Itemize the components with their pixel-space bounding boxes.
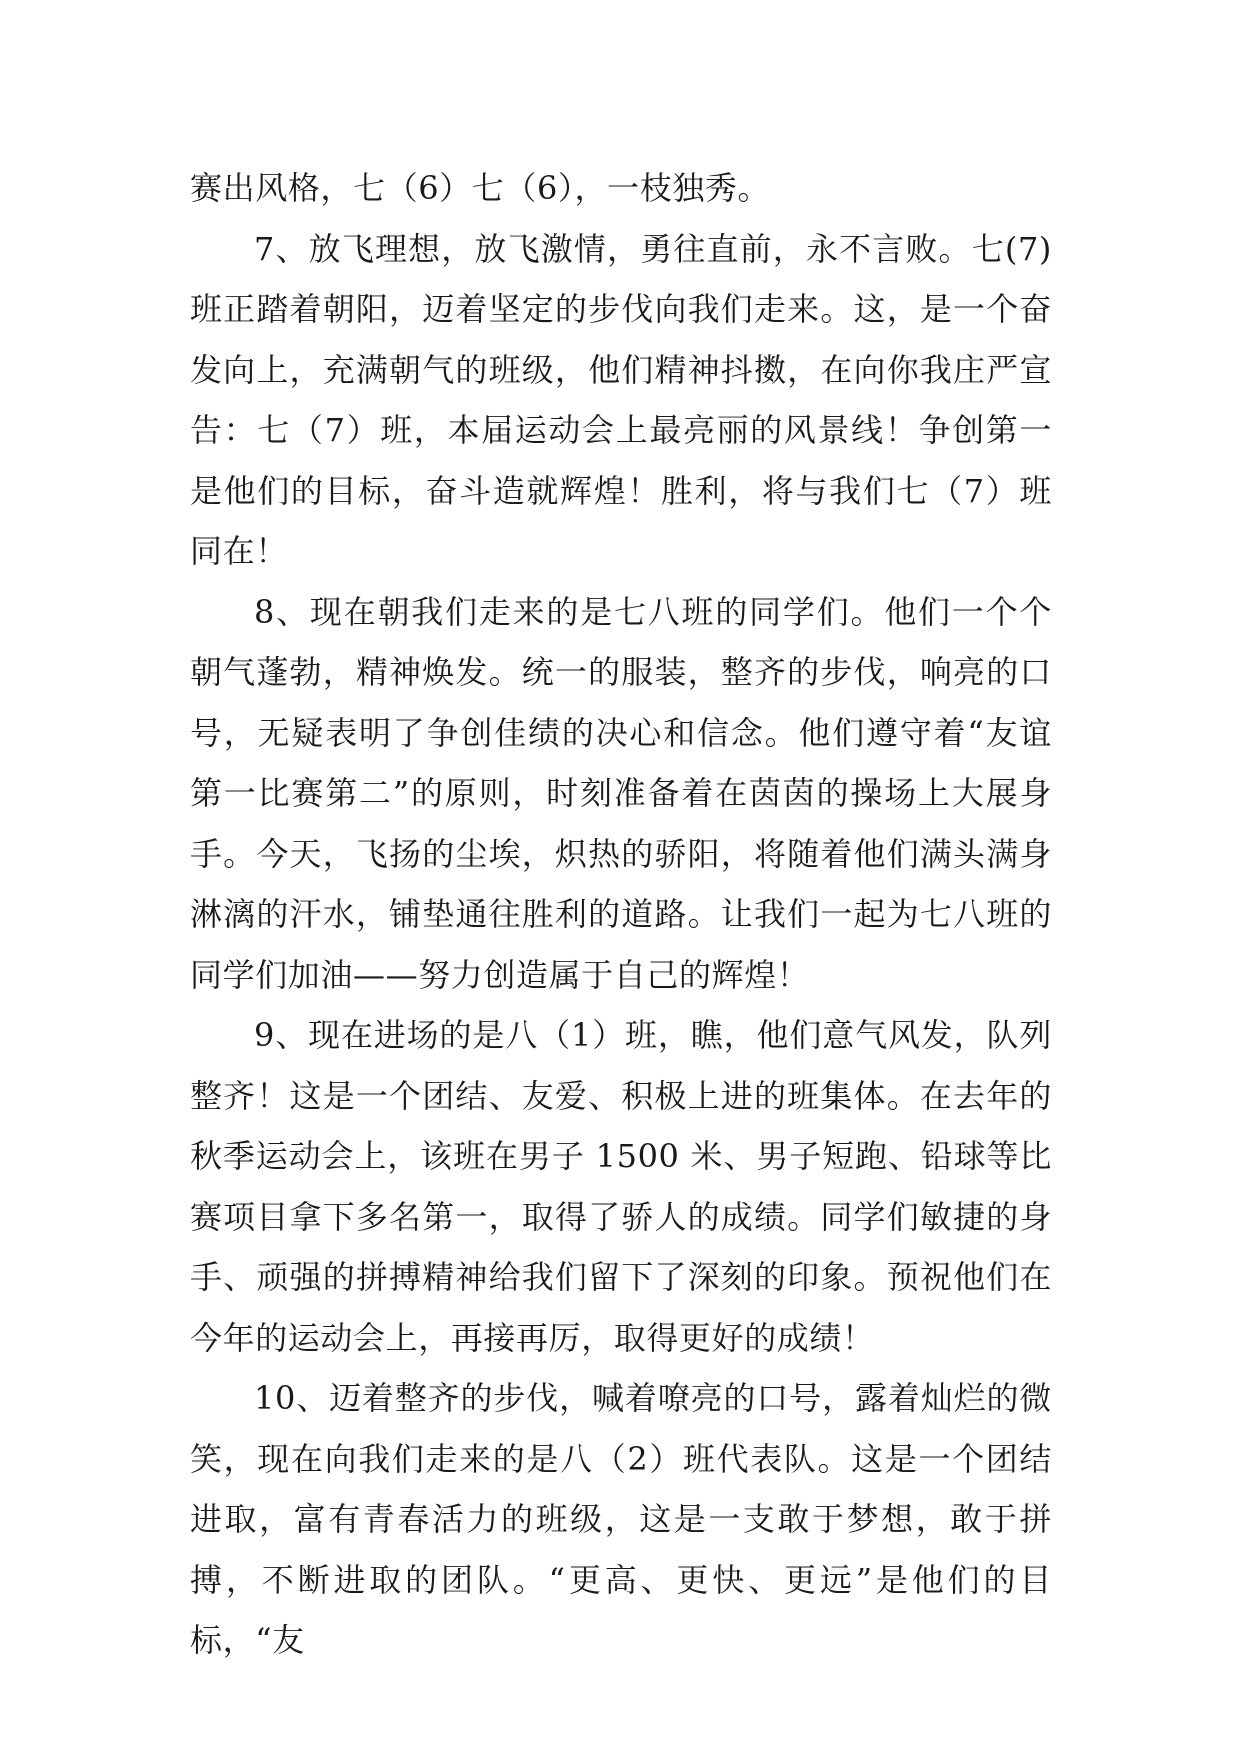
paragraph-continuation: 赛出风格，七（6）七（6），一枝独秀。: [190, 169, 771, 207]
document-body: [190, 158, 1052, 1671]
paragraph-7: 7、放飞理想，放飞激情，勇往直前，永不言败。七(7)班正踏着朝阳，迈着坚定的步伐向我们走来。这，是一个奋发向上，充满朝气的班级，他们精神抖擞，在向你我庄严宣告：七（7）班，本届运动会上最亮丽的风景线！争创第一是他们的目标，奋斗造就辉煌！胜利，将与我们七（7）班同在！: [190, 229, 1052, 570]
paragraph-9: 9、现在进场的是八（1）班，瞧，他们意气风发，队列整齐！这是一个团结、友爱、积极上进的班集体。在去年的秋季运动会上，该班在男子 1500 米、男子短跑、铅球等比赛项目拿下多名第一，取得了骄人的成绩。同学们敏捷的身手、顽强的拼搏精神给我们留下了深刻的印象。预祝他们在今年的运动会上，再接再厉，取得更好的成绩！: [190, 1016, 1052, 1357]
paragraph-8: 8、现在朝我们走来的是七八班的同学们。他们一个个朝气蓬勃，精神焕发。统一的服装，整齐的步伐，响亮的口号，无疑表明了争创佳绩的决心和信念。他们遵守着“友谊第一比赛第二”的原则，时刻准备着在茵茵的操场上大展身手。今天，飞扬的尘埃，炽热的骄阳，将随着他们满头满身淋漓的汗水，铺垫通往胜利的道路。让我们一起为七八班的同学们加油——努力创造属于自己的辉煌！: [190, 592, 1052, 994]
paragraph-10: 10、迈着整齐的步伐，喊着嘹亮的口号，露着灿烂的微笑，现在向我们走来的是八（2）班代表队。这是一个团结进取，富有青春活力的班级，这是一支敢于梦想，敢于拼搏，不断进取的团队。“更高、更快、更远”是他们的目标，“友: [190, 1379, 1052, 1659]
